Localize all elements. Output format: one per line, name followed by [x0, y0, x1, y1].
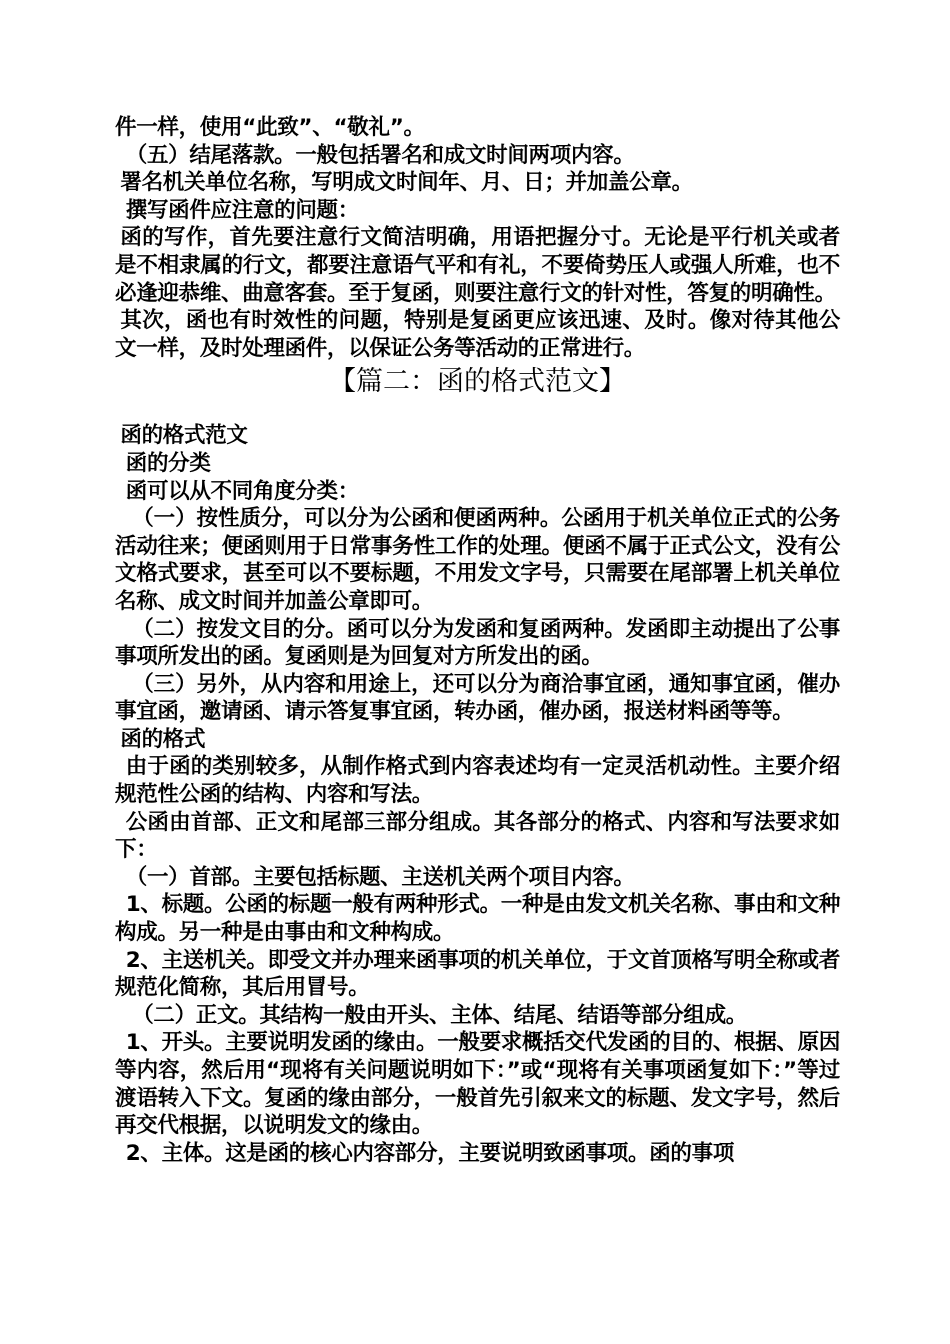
paragraph: 由于函的类别较多，从制作格式到内容表述均有一定灵活机动性。主要介绍规范性公函的结构、内容和写法。 [115, 754, 840, 808]
paragraph: 撰写函件应注意的问题： [125, 197, 359, 223]
paragraph: 1、标题。公函的标题一般有两种形式。一种是由发文机关名称、事由和文种构成。另一种是由事由和文种构成。 [115, 892, 841, 946]
paragraph: 署名机关单位名称，写明成文时间年、月、日；并加盖公章。 [120, 170, 693, 196]
document-body [115, 114, 840, 1167]
paragraph: （一）首部。主要包括标题、主送机关两个项目内容。 [125, 864, 635, 890]
paragraph: 函的写作，首先要注意行文简洁明确，用语把握分寸。无论是平行机关或者是不相隶属的行文，都要注意语气平和有礼，不要倚势压人或强人所难，也不必逢迎恭维、曲意客套。至于复函，则要注意行文的针对性，答复的明确性。 [115, 225, 840, 306]
paragraph: （三）另外，从内容和用途上，还可以分为商洽事宜函，通知事宜函，催办事宜函，邀请函、请示答复事宜函，转办函，催办函，报送材料函等等。 [115, 671, 840, 725]
section-title: 【篇二：函的格式范文】 [329, 366, 626, 398]
paragraph: （五）结尾落款。一般包括署名和成文时间两项内容。 [125, 142, 635, 168]
paragraph: （一）按性质分，可以分为公函和便函两种。公函用于机关单位正式的公务活动往来；便函则用于日常事务性工作的处理。便函不属于正式公文，没有公文格式要求，甚至可以不要标题，不用发文字号，只需要在尾部署上机关单位名称、成文时间并加盖公章即可。 [115, 506, 840, 614]
paragraph: （二）正文。其结构一般由开头、主体、结尾、结语等部分组成。 [132, 1002, 747, 1028]
paragraph: 函可以从不同角度分类： [125, 478, 359, 504]
paragraph: 2、主送机关。即受文并办理来函事项的机关单位，于文首顶格写明全称或者规范化简称，其后用冒号。 [115, 947, 841, 1001]
paragraphs-after [115, 422, 840, 1167]
paragraph: 函的格式 [120, 726, 206, 752]
paragraph: 1、开头。主要说明发函的缘由。一般要求概括交代发函的目的、根据、原因等内容，然后用“现将有关问题说明如下：”或“现将有关事项函复如下：”等过渡语转入下文。复函的缘由部分，一般首先引叙来文的标题、发文字号，然后再交代根据，以说明发文的缘由。 [115, 1030, 841, 1139]
paragraph: 其次，函也有时效性的问题，特别是复函更应该迅速、及时。像对待其他公文一样，及时处理函件，以保证公务等活动的正常进行。 [115, 308, 840, 361]
paragraphs-before [115, 114, 840, 362]
paragraph: 公函由首部、正文和尾部三部分组成。其各部分的格式、内容和写法要求如下： [115, 809, 840, 863]
paragraph: 函的分类 [125, 450, 211, 476]
paragraph: 件一样，使用“此致”、“敬礼”。 [115, 115, 425, 140]
paragraph: 函的格式范文 [120, 423, 248, 449]
paragraph: 2、主体。这是函的核心内容部分，主要说明致函事项。函的事项 [125, 1140, 735, 1166]
paragraph: （二）按发文目的分。函可以分为发函和复函两种。发函即主动提出了公事事项所发出的函。复函则是为回复对方所发出的函。 [115, 616, 840, 670]
